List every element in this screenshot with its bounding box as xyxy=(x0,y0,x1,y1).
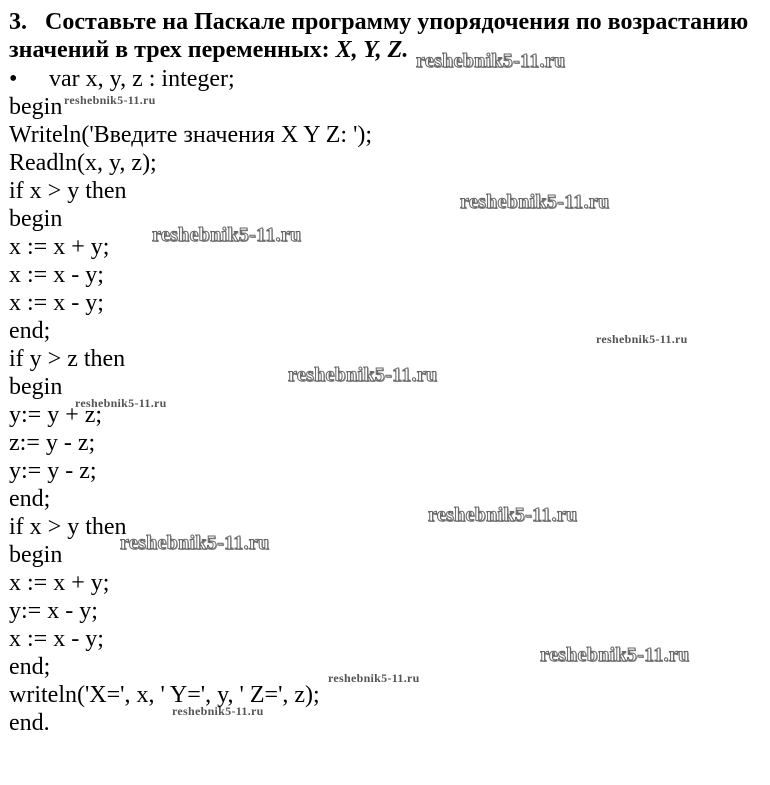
code-line: y:= y + z; xyxy=(9,402,103,428)
code-line: x := x - y; xyxy=(9,262,104,288)
code-line: x := x - y; xyxy=(9,626,104,652)
watermark: reshebnik5-11.ru xyxy=(64,93,156,107)
watermark: reshebnik5-11.ru xyxy=(596,332,688,346)
task-text-line-2: значений в трех переменных: xyxy=(9,37,336,63)
watermark: reshebnik5-11.ru xyxy=(75,396,167,410)
task-text-line-1: Составьте на Паскале программу упорядочения по возрастанию xyxy=(45,9,749,35)
code-line: end. xyxy=(9,710,50,736)
code-line: begin xyxy=(9,206,63,232)
watermark: reshebnik5-11.ru xyxy=(152,224,302,246)
code-line: x := x + y; xyxy=(9,570,110,596)
code-line: Writeln('Введите значения X Y Z: '); xyxy=(9,122,373,148)
watermark: reshebnik5-11.ru xyxy=(172,704,264,718)
code-line: writeln('X=', x, ' Y=', y, ' Z=', z); xyxy=(9,682,320,708)
code-line: z:= y - z; xyxy=(9,430,96,456)
code-line: Readln(x, y, z); xyxy=(9,150,157,176)
code-line: if x > y then xyxy=(9,178,127,204)
watermark: reshebnik5-11.ru xyxy=(120,532,270,554)
code-line: begin xyxy=(9,542,63,568)
code-line: if x > y then xyxy=(9,514,127,540)
watermark: reshebnik5-11.ru xyxy=(460,191,610,213)
watermark: reshebnik5-11.ru xyxy=(328,671,420,685)
code-line: begin xyxy=(9,374,63,400)
code-line: x := x + y; xyxy=(9,234,110,260)
code-line: begin xyxy=(9,94,63,120)
watermark: reshebnik5-11.ru xyxy=(416,50,566,72)
code-line: x := x - y; xyxy=(9,290,104,316)
watermark: reshebnik5-11.ru xyxy=(428,504,578,526)
code-line: if y > z then xyxy=(9,346,126,372)
code-line: y:= y - z; xyxy=(9,458,97,484)
code-line: end; xyxy=(9,486,51,512)
task-heading-line-2 xyxy=(9,36,408,64)
var-declaration-text: var x, y, z : integer; xyxy=(49,66,235,92)
task-variables: X, Y, Z. xyxy=(335,37,409,63)
task-number: 3. xyxy=(9,9,27,35)
code-line: end; xyxy=(9,654,51,680)
code-line: y:= x - y; xyxy=(9,598,98,624)
watermark: reshebnik5-11.ru xyxy=(288,364,438,386)
task-heading-line-1 xyxy=(9,8,748,36)
bullet-icon: • xyxy=(9,66,18,92)
code-line: end; xyxy=(9,318,51,344)
watermark: reshebnik5-11.ru xyxy=(540,644,690,666)
var-declaration-line xyxy=(9,65,235,93)
